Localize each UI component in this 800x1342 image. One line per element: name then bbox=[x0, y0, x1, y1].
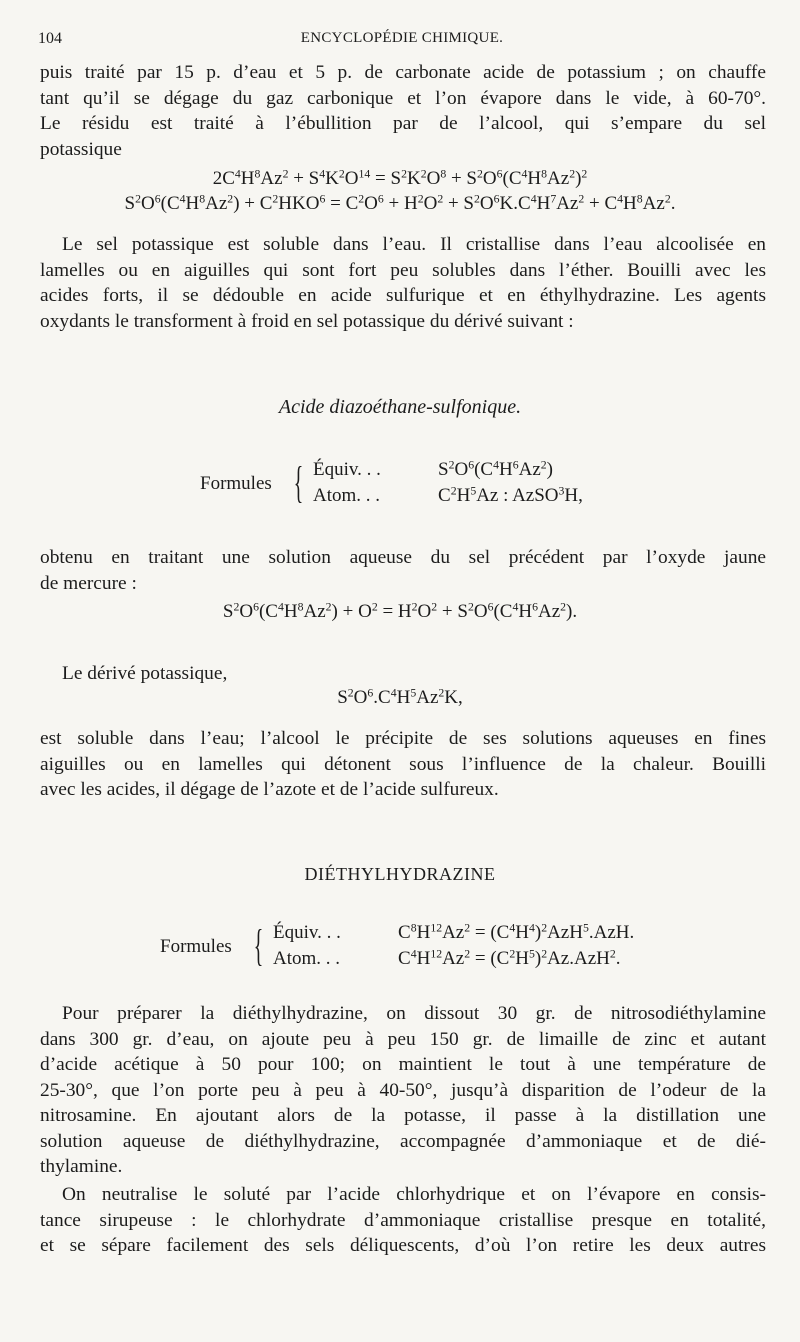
text-line: On neutralise le soluté par l’acide chlorhydrique et on l’évapore en consis- bbox=[62, 1184, 766, 1205]
page-number: 104 bbox=[38, 30, 62, 47]
paragraph-hydrazine-prep bbox=[40, 1001, 766, 1180]
text-line: lamelles ou en aiguilles qui sont fort peu solubles dans l’éther. Bouilli avec les bbox=[40, 259, 766, 281]
equation-2: $S^2O^6(C^4H^8Az^2) + C^2HKO^6 = C^2O^6 + H^2O^2 + S^2O^6K.C^4H^7Az^2 + C^4H^8Az^2$. bbox=[124, 192, 676, 214]
text-line: est soluble dans l’eau; l’alcool le précipite de ses solutions aqueuses en fines bbox=[40, 728, 766, 749]
equiv-formula: $C^8H^{12}Az^2 = (C^4H^4)^2AzH^5.AzH$. bbox=[398, 921, 635, 943]
paragraph-preparation bbox=[40, 545, 766, 596]
text-line: Le dérivé potassique, bbox=[62, 663, 228, 684]
text-line: tant qu’il se dégage du gaz carbonique et l’on évapore dans le vide, à 60-70°. bbox=[40, 87, 766, 109]
formula-label: Formules bbox=[160, 936, 232, 957]
text-line: de mercure : bbox=[40, 572, 137, 594]
text-line: nitrosamine. En ajoutant alors de la potasse, il passe à la distillation une bbox=[40, 1105, 766, 1126]
atom-label: Atom. . . bbox=[313, 485, 381, 506]
text-line: oxydants le transforment à froid en sel potassique du dérivé suivant : bbox=[40, 310, 574, 332]
equation-3: $S^2O^6(C^4H^8Az^2) + O^2 = H^2O^2 + S^2O^6(C^4H^6Az^2)$. bbox=[222, 600, 578, 622]
text-line: obtenu en traitant une solution aqueuse du sel précédent par l’oxyde jaune bbox=[40, 547, 766, 568]
formula-block-hydrazine bbox=[160, 921, 640, 977]
text-line: 25-30°, que l’on porte peu à peu à 40-50°, jusqu’à disparition de l’odeur de la bbox=[40, 1079, 766, 1101]
atom-formula: $C^2H^5Az$ : AzSO$^3$H, bbox=[438, 484, 583, 506]
text-line: avec les acides, il dégage de l’azote et de l’acide sulfureux. bbox=[40, 779, 499, 800]
text-line: Le sel potassique est soluble dans l’eau. Il cristallise dans l’eau alcoolisée en bbox=[62, 234, 766, 255]
text-line: potassique bbox=[40, 138, 122, 160]
text-line: dans 300 gr. d’eau, on ajoute peu à peu 150 gr. de limaille de zinc et autant bbox=[40, 1028, 766, 1050]
brace-icon: { bbox=[293, 458, 304, 507]
text-line: puis traité par 15 p. d’eau et 5 p. de carbonate acide de potassium ; on chauffe bbox=[40, 62, 766, 83]
equiv-label: Équiv. . . bbox=[313, 459, 381, 480]
compound-title: Acide diazoéthane-sulfonique. bbox=[278, 396, 522, 418]
paragraph-intro bbox=[40, 60, 766, 162]
equation-4: $S^2O^6.C^4H^5Az^2K$, bbox=[337, 686, 463, 708]
atom-label: Atom. . . bbox=[273, 948, 341, 969]
text-line: solution aqueuse de diéthylhydrazine, accompagnée d’ammoniaque et de dié- bbox=[40, 1130, 766, 1152]
formula-label: Formules bbox=[200, 473, 272, 494]
equation-1: $2C^4H^8Az^2 + S^4K^2O^{14} = S^2K^2O^8 + S^2O^6(C^4H^8Az^2)^2$ bbox=[212, 167, 588, 189]
text-line: aiguilles ou en lamelles qui détonent sous l’influence de la chaleur. Bouilli bbox=[40, 753, 766, 775]
paragraph-derivative bbox=[40, 661, 766, 687]
running-title: ENCYCLOPÉDIE CHIMIQUE. bbox=[300, 30, 504, 46]
atom-formula: $C^4H^{12}Az^2 = (C^2H^5)^2Az.AzH^2$. bbox=[398, 947, 621, 969]
page-header bbox=[38, 30, 766, 54]
paragraph-derivative-properties bbox=[40, 726, 766, 803]
formula-block-acid bbox=[200, 458, 620, 514]
equiv-formula: $S^2O^6(C^4H^6Az^2)$ bbox=[438, 458, 553, 480]
paragraph-neutralisation bbox=[40, 1182, 766, 1259]
section-title: DIÉTHYLHYDRAZINE bbox=[304, 864, 496, 884]
brace-icon: { bbox=[253, 921, 264, 970]
text-line: acides forts, il se dédouble en acide sulfurique et en éthylhydrazine. Les agents bbox=[40, 285, 766, 306]
text-line: thylamine. bbox=[40, 1156, 123, 1177]
text-line: Pour préparer la diéthylhydrazine, on dissout 30 gr. de nitrosodiéthylamine bbox=[62, 1003, 766, 1024]
text-line: Le résidu est traité à l’ébullition par de l’alcool, qui s’empare du sel bbox=[40, 113, 766, 134]
equiv-label: Équiv. . . bbox=[273, 922, 341, 943]
paragraph-salt-properties bbox=[40, 232, 766, 334]
text-line: d’acide acétique à 50 pour 100; on maintient le tout à une température de bbox=[40, 1054, 766, 1075]
text-line: tance sirupeuse : le chlorhydrate d’ammoniaque cristallise presque en totalité, bbox=[40, 1209, 766, 1231]
text-line: et se sépare facilement des sels déliquescents, d’où l’on retire les deux autres bbox=[40, 1235, 766, 1256]
